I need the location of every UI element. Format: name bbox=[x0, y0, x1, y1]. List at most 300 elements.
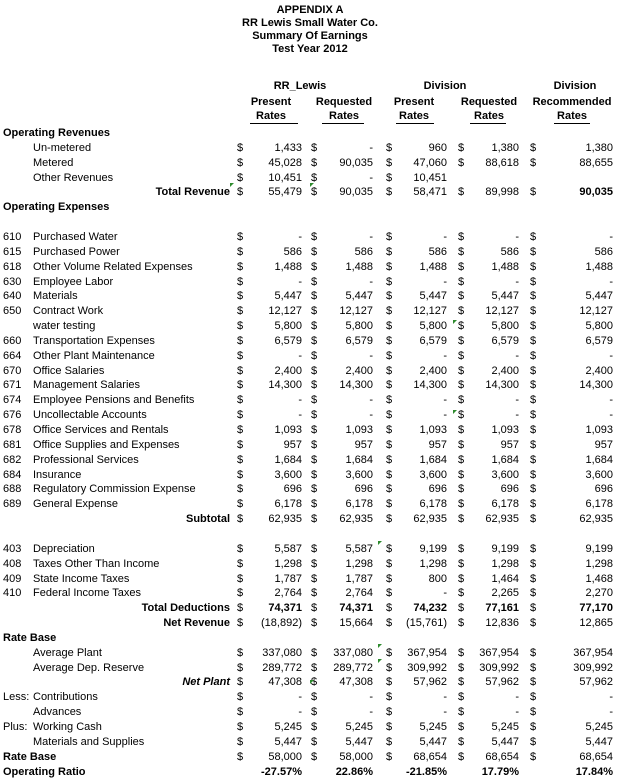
row-label: Other Plant Maintenance bbox=[33, 349, 155, 362]
cell-value: 57,962 bbox=[579, 676, 613, 689]
comment-marker bbox=[378, 659, 382, 663]
cell-value: 5,447 bbox=[419, 290, 447, 303]
cell-value: - bbox=[443, 691, 447, 704]
section-row bbox=[0, 631, 620, 646]
dollar-sign: $ bbox=[311, 498, 318, 511]
cell-value: 289,772 bbox=[262, 661, 302, 674]
cell-value: 1,298 bbox=[419, 557, 447, 570]
cell-value: 337,080 bbox=[333, 646, 373, 659]
cell-value: 1,787 bbox=[345, 572, 373, 585]
row-label: Advances bbox=[33, 706, 82, 719]
dollar-sign: $ bbox=[458, 364, 465, 377]
table-row bbox=[0, 468, 620, 483]
dollar-sign: $ bbox=[530, 245, 537, 258]
cell-value: 1,488 bbox=[419, 260, 447, 273]
dollar-sign: $ bbox=[458, 557, 465, 570]
account-code: 410 bbox=[3, 587, 22, 600]
row-label: Metered bbox=[33, 156, 74, 169]
cell-value: 2,400 bbox=[345, 364, 373, 377]
dollar-sign: $ bbox=[311, 424, 318, 436]
row-label: Materials and Supplies bbox=[33, 735, 145, 748]
dollar-sign: $ bbox=[458, 186, 465, 199]
dollar-sign: $ bbox=[311, 750, 318, 763]
row-label: Average Plant bbox=[33, 646, 102, 659]
table-row bbox=[0, 646, 620, 661]
dollar-sign: $ bbox=[530, 379, 537, 392]
dollar-sign: $ bbox=[311, 468, 318, 481]
cell-value: 1,468 bbox=[585, 572, 613, 585]
cell-value: 1,298 bbox=[491, 557, 519, 570]
cell-value: 45,028 bbox=[268, 156, 302, 169]
cell-value: 88,655 bbox=[579, 156, 613, 169]
cell-value: - bbox=[298, 691, 302, 704]
col3-header-line1: Present bbox=[393, 96, 435, 108]
title-line-2: RR Lewis Small Water Co. bbox=[242, 17, 378, 29]
cell-value: 74,371 bbox=[339, 602, 373, 615]
dollar-sign: $ bbox=[237, 305, 244, 318]
cell-value: 62,935 bbox=[579, 513, 613, 526]
dollar-sign: $ bbox=[530, 691, 537, 704]
cell-value: 1,433 bbox=[274, 141, 302, 154]
dollar-sign: $ bbox=[237, 364, 244, 377]
dollar-sign: $ bbox=[530, 602, 537, 615]
cell-value: 800 bbox=[428, 572, 447, 585]
dollar-sign: $ bbox=[237, 394, 244, 407]
dollar-sign: $ bbox=[458, 721, 465, 733]
dollar-sign: $ bbox=[386, 542, 393, 555]
col5-header-line2: Rates bbox=[557, 110, 587, 122]
dollar-sign: $ bbox=[530, 290, 537, 303]
cell-value: 17.84% bbox=[575, 765, 613, 778]
table-row bbox=[0, 423, 620, 438]
dollar-sign: $ bbox=[458, 141, 465, 154]
cell-value: 2,400 bbox=[491, 364, 519, 377]
table-row bbox=[0, 245, 620, 260]
table-row bbox=[0, 557, 620, 572]
cell-value: - bbox=[609, 691, 613, 704]
comment-marker bbox=[453, 320, 457, 324]
cell-value: 2,400 bbox=[419, 364, 447, 377]
cell-value: - bbox=[515, 691, 519, 704]
cell-value: 289,772 bbox=[333, 661, 373, 674]
account-code: Less: bbox=[3, 691, 30, 704]
dollar-sign: $ bbox=[530, 735, 537, 748]
dollar-sign: $ bbox=[311, 305, 318, 318]
dollar-sign: $ bbox=[458, 617, 465, 630]
dollar-sign: $ bbox=[458, 290, 465, 303]
cell-value: 586 bbox=[354, 245, 373, 258]
cell-value: 6,579 bbox=[345, 334, 373, 347]
col1-header-line1: Present bbox=[250, 96, 292, 108]
row-label: Professional Services bbox=[33, 453, 139, 466]
dollar-sign: $ bbox=[237, 750, 244, 763]
cell-value: 90,035 bbox=[339, 186, 373, 199]
dollar-sign: $ bbox=[386, 260, 393, 273]
cell-value: 1,298 bbox=[585, 557, 613, 570]
table-row bbox=[0, 156, 620, 171]
cell-value: 367,954 bbox=[407, 646, 447, 659]
account-code: 408 bbox=[3, 557, 22, 570]
cell-value: 57,962 bbox=[485, 676, 519, 689]
cell-value: 90,035 bbox=[579, 186, 613, 199]
cell-value: 47,060 bbox=[413, 156, 447, 169]
cell-value: 5,245 bbox=[491, 721, 519, 733]
dollar-sign: $ bbox=[237, 290, 244, 303]
dollar-sign: $ bbox=[237, 691, 244, 704]
row-label: Working Cash bbox=[33, 721, 102, 733]
blank-row bbox=[0, 527, 620, 542]
table-row bbox=[0, 319, 620, 334]
cell-value: - bbox=[369, 171, 373, 184]
cell-value: - bbox=[515, 349, 519, 362]
group-header-division-recommended: Division bbox=[553, 80, 597, 92]
dollar-sign: $ bbox=[458, 424, 465, 436]
dollar-sign: $ bbox=[311, 453, 318, 466]
table-row bbox=[0, 572, 620, 587]
dollar-sign: $ bbox=[458, 230, 465, 243]
section-label: Operating Expenses bbox=[3, 201, 110, 214]
cell-value: 6,178 bbox=[345, 498, 373, 511]
cell-value: 58,471 bbox=[413, 186, 447, 199]
cell-value: 5,447 bbox=[274, 290, 302, 303]
row-label: Other Revenues bbox=[33, 171, 114, 184]
cell-value: 957 bbox=[354, 438, 373, 451]
dollar-sign: $ bbox=[458, 394, 465, 407]
cell-value: -27.57% bbox=[261, 765, 302, 778]
cell-value: 5,447 bbox=[345, 290, 373, 303]
cell-value: 1,488 bbox=[345, 260, 373, 273]
cell-value: 1,684 bbox=[274, 453, 302, 466]
col4-header-line1: Requested bbox=[460, 96, 518, 108]
cell-value: 5,245 bbox=[419, 721, 447, 733]
dollar-sign: $ bbox=[458, 676, 465, 689]
cell-value: 1,684 bbox=[491, 453, 519, 466]
cell-value: 696 bbox=[354, 483, 373, 496]
dollar-sign: $ bbox=[311, 706, 318, 719]
row-label: Other Volume Related Expenses bbox=[33, 260, 193, 273]
cell-value: 62,935 bbox=[268, 513, 302, 526]
cell-value: 15,664 bbox=[339, 617, 373, 630]
dollar-sign: $ bbox=[530, 186, 537, 199]
cell-value: 62,935 bbox=[339, 513, 373, 526]
cell-value: - bbox=[515, 409, 519, 422]
dollar-sign: $ bbox=[530, 646, 537, 659]
row-label: Taxes Other Than Income bbox=[33, 557, 160, 570]
account-code: 684 bbox=[3, 468, 22, 481]
dollar-sign: $ bbox=[386, 186, 393, 199]
cell-value: 14,300 bbox=[485, 379, 519, 392]
dollar-sign: $ bbox=[530, 453, 537, 466]
dollar-sign: $ bbox=[530, 230, 537, 243]
dollar-sign: $ bbox=[237, 186, 244, 199]
dollar-sign: $ bbox=[530, 750, 537, 763]
cell-value: 5,587 bbox=[274, 542, 302, 555]
dollar-sign: $ bbox=[237, 557, 244, 570]
row-label: Purchased Water bbox=[33, 230, 118, 243]
section-label: Operating Ratio bbox=[3, 765, 86, 778]
cell-value: - bbox=[609, 349, 613, 362]
dollar-sign: $ bbox=[311, 394, 318, 407]
dollar-sign: $ bbox=[530, 661, 537, 674]
dollar-sign: $ bbox=[386, 275, 393, 288]
dollar-sign: $ bbox=[530, 424, 537, 436]
cell-value: 62,935 bbox=[413, 513, 447, 526]
title-line-3: Summary Of Earnings bbox=[252, 30, 368, 42]
cell-value: - bbox=[298, 409, 302, 422]
cell-value: 3,600 bbox=[585, 468, 613, 481]
col3-header-underline bbox=[396, 123, 434, 124]
row-label: Purchased Power bbox=[33, 245, 120, 258]
cell-value: 89,998 bbox=[485, 186, 519, 199]
dollar-sign: $ bbox=[386, 750, 393, 763]
cell-value: 309,992 bbox=[573, 661, 613, 674]
col2-header-line2: Rates bbox=[329, 110, 359, 122]
row-label: Contributions bbox=[33, 691, 98, 704]
cell-value: 12,127 bbox=[268, 305, 302, 318]
col1-header-underline bbox=[250, 123, 298, 124]
cell-value: - bbox=[609, 230, 613, 243]
dollar-sign: $ bbox=[458, 468, 465, 481]
row-label: Office Services and Rentals bbox=[33, 424, 169, 436]
cell-value: - bbox=[515, 230, 519, 243]
cell-value: 55,479 bbox=[268, 186, 302, 199]
dollar-sign: $ bbox=[458, 305, 465, 318]
dollar-sign: $ bbox=[458, 646, 465, 659]
cell-value: 10,451 bbox=[268, 171, 302, 184]
col5-header-underline bbox=[554, 123, 590, 124]
cell-value: - bbox=[369, 230, 373, 243]
dollar-sign: $ bbox=[311, 275, 318, 288]
dollar-sign: $ bbox=[458, 735, 465, 748]
dollar-sign: $ bbox=[237, 661, 244, 674]
row-label: Office Supplies and Expenses bbox=[33, 438, 180, 451]
dollar-sign: $ bbox=[237, 483, 244, 496]
cell-value: 47,308 bbox=[268, 676, 302, 689]
row-label: water testing bbox=[33, 320, 96, 333]
cell-value: 88,618 bbox=[485, 156, 519, 169]
col3-header-line2: Rates bbox=[399, 110, 429, 122]
dollar-sign: $ bbox=[237, 617, 244, 630]
dollar-sign: $ bbox=[311, 557, 318, 570]
account-code: 660 bbox=[3, 334, 22, 347]
cell-value: 3,600 bbox=[345, 468, 373, 481]
dollar-sign: $ bbox=[311, 156, 318, 169]
group-header-division: Division bbox=[423, 80, 467, 92]
cell-value: - bbox=[443, 394, 447, 407]
cell-value: 696 bbox=[428, 483, 447, 496]
row-label: Transportation Expenses bbox=[33, 334, 155, 347]
dollar-sign: $ bbox=[386, 468, 393, 481]
dollar-sign: $ bbox=[458, 498, 465, 511]
cell-value: 68,654 bbox=[413, 750, 447, 763]
cell-value: 6,178 bbox=[419, 498, 447, 511]
dollar-sign: $ bbox=[458, 542, 465, 555]
account-code: 682 bbox=[3, 453, 22, 466]
dollar-sign: $ bbox=[386, 646, 393, 659]
section-row bbox=[0, 126, 620, 141]
cell-value: 367,954 bbox=[479, 646, 519, 659]
cell-value: - bbox=[369, 394, 373, 407]
row-label: Un-metered bbox=[33, 141, 92, 154]
dollar-sign: $ bbox=[386, 513, 393, 526]
cell-value: 367,954 bbox=[573, 646, 613, 659]
account-code: 670 bbox=[3, 364, 22, 377]
dollar-sign: $ bbox=[530, 334, 537, 347]
cell-value: 5,447 bbox=[345, 735, 373, 748]
cell-value: (15,761) bbox=[406, 617, 447, 630]
total-row bbox=[0, 601, 620, 616]
cell-value: 696 bbox=[283, 483, 302, 496]
dollar-sign: $ bbox=[386, 290, 393, 303]
dollar-sign: $ bbox=[311, 349, 318, 362]
dollar-sign: $ bbox=[386, 424, 393, 436]
cell-value: 74,371 bbox=[268, 602, 302, 615]
account-code: 676 bbox=[3, 409, 22, 422]
cell-value: 1,787 bbox=[274, 572, 302, 585]
account-code: 409 bbox=[3, 572, 22, 585]
dollar-sign: $ bbox=[386, 691, 393, 704]
table-row bbox=[0, 438, 620, 453]
dollar-sign: $ bbox=[311, 661, 318, 674]
dollar-sign: $ bbox=[311, 290, 318, 303]
cell-value: 957 bbox=[500, 438, 519, 451]
dollar-sign: $ bbox=[237, 349, 244, 362]
cell-value: 5,447 bbox=[274, 735, 302, 748]
cell-value: - bbox=[443, 230, 447, 243]
dollar-sign: $ bbox=[311, 617, 318, 630]
section-label: Operating Revenues bbox=[3, 127, 110, 139]
table-row bbox=[0, 304, 620, 319]
dollar-sign: $ bbox=[311, 587, 318, 600]
account-code: Plus: bbox=[3, 721, 28, 733]
dollar-sign: $ bbox=[311, 602, 318, 615]
cell-value: 68,654 bbox=[579, 750, 613, 763]
dollar-sign: $ bbox=[311, 141, 318, 154]
account-code: 640 bbox=[3, 290, 22, 303]
dollar-sign: $ bbox=[237, 735, 244, 748]
row-label: Contract Work bbox=[33, 305, 104, 318]
row-label: Office Salaries bbox=[33, 364, 105, 377]
col2-header-line1: Requested bbox=[315, 96, 373, 108]
cell-value: 12,127 bbox=[485, 305, 519, 318]
dollar-sign: $ bbox=[311, 364, 318, 377]
cell-value: 6,178 bbox=[585, 498, 613, 511]
dollar-sign: $ bbox=[237, 275, 244, 288]
dollar-sign: $ bbox=[237, 587, 244, 600]
cell-value: 47,308 bbox=[339, 676, 373, 689]
table-row bbox=[0, 334, 620, 349]
dollar-sign: $ bbox=[458, 349, 465, 362]
cell-value: 696 bbox=[500, 483, 519, 496]
dollar-sign: $ bbox=[530, 676, 537, 689]
dollar-sign: $ bbox=[386, 572, 393, 585]
cell-value: 5,447 bbox=[491, 735, 519, 748]
dollar-sign: $ bbox=[458, 513, 465, 526]
dollar-sign: $ bbox=[311, 409, 318, 422]
dollar-sign: $ bbox=[311, 438, 318, 451]
dollar-sign: $ bbox=[530, 483, 537, 496]
dollar-sign: $ bbox=[458, 409, 465, 422]
dollar-sign: $ bbox=[311, 334, 318, 347]
dollar-sign: $ bbox=[237, 409, 244, 422]
dollar-sign: $ bbox=[530, 141, 537, 154]
cell-value: - bbox=[369, 141, 373, 154]
dollar-sign: $ bbox=[311, 245, 318, 258]
row-label: General Expense bbox=[33, 498, 118, 511]
dollar-sign: $ bbox=[237, 230, 244, 243]
col5-header-line1: Recommended bbox=[532, 96, 612, 108]
dollar-sign: $ bbox=[386, 230, 393, 243]
cell-value: 2,265 bbox=[491, 587, 519, 600]
dollar-sign: $ bbox=[311, 572, 318, 585]
table-row bbox=[0, 586, 620, 601]
account-code: 403 bbox=[3, 542, 22, 555]
table-row bbox=[0, 260, 620, 275]
dollar-sign: $ bbox=[237, 334, 244, 347]
cell-value: 1,093 bbox=[274, 424, 302, 436]
dollar-sign: $ bbox=[311, 483, 318, 496]
cell-value: 957 bbox=[594, 438, 613, 451]
dollar-sign: $ bbox=[386, 349, 393, 362]
dollar-sign: $ bbox=[386, 379, 393, 392]
row-label: Average Dep. Reserve bbox=[33, 661, 145, 674]
cell-value: -21.85% bbox=[406, 765, 447, 778]
dollar-sign: $ bbox=[237, 156, 244, 169]
cell-value: 74,232 bbox=[413, 602, 447, 615]
dollar-sign: $ bbox=[386, 156, 393, 169]
total-row bbox=[0, 512, 620, 527]
dollar-sign: $ bbox=[530, 320, 537, 333]
cell-value: 5,447 bbox=[585, 735, 613, 748]
dollar-sign: $ bbox=[530, 542, 537, 555]
dollar-sign: $ bbox=[311, 230, 318, 243]
cell-value: - bbox=[298, 394, 302, 407]
table-row bbox=[0, 482, 620, 497]
dollar-sign: $ bbox=[458, 156, 465, 169]
title-line-4: Test Year 2012 bbox=[272, 43, 348, 55]
cell-value: 14,300 bbox=[268, 379, 302, 392]
section-row bbox=[0, 765, 620, 780]
cell-value: 2,400 bbox=[585, 364, 613, 377]
cell-value: 960 bbox=[428, 141, 447, 154]
cell-value: 1,684 bbox=[585, 453, 613, 466]
cell-value: - bbox=[369, 691, 373, 704]
cell-value: 6,178 bbox=[491, 498, 519, 511]
cell-value: - bbox=[443, 706, 447, 719]
cell-value: - bbox=[298, 230, 302, 243]
cell-value: - bbox=[443, 409, 447, 422]
dollar-sign: $ bbox=[530, 557, 537, 570]
cell-value: 1,380 bbox=[585, 141, 613, 154]
dollar-sign: $ bbox=[386, 587, 393, 600]
cell-value: - bbox=[443, 275, 447, 288]
dollar-sign: $ bbox=[530, 275, 537, 288]
dollar-sign: $ bbox=[458, 587, 465, 600]
dollar-sign: $ bbox=[530, 409, 537, 422]
cell-value: 1,464 bbox=[491, 572, 519, 585]
cell-value: 1,380 bbox=[491, 141, 519, 154]
dollar-sign: $ bbox=[386, 171, 393, 184]
cell-value: 17.79% bbox=[481, 765, 519, 778]
cell-value: 12,836 bbox=[485, 617, 519, 630]
dollar-sign: $ bbox=[237, 721, 244, 733]
cell-value: 1,488 bbox=[491, 260, 519, 273]
table-row bbox=[0, 720, 620, 735]
dollar-sign: $ bbox=[237, 498, 244, 511]
dollar-sign: $ bbox=[311, 171, 318, 184]
dollar-sign: $ bbox=[311, 646, 318, 659]
blank-row bbox=[0, 215, 620, 230]
